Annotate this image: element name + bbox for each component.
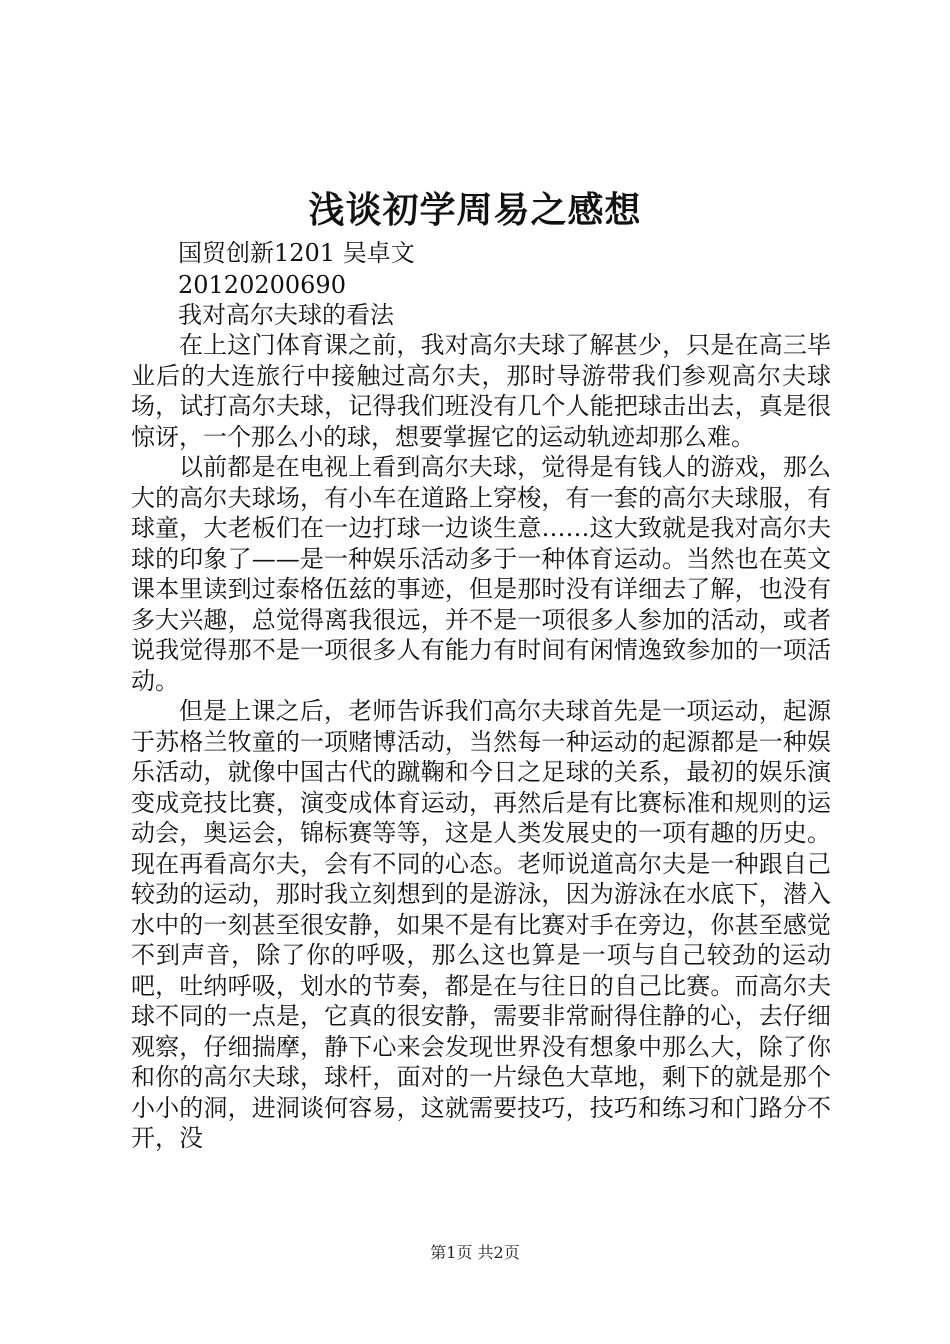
essay-body xyxy=(131,330,831,1154)
student-id: 20120200690 xyxy=(178,271,346,299)
paragraph-1: 在上这门体育课之前，我对高尔夫球了解甚少，只是在高三毕业后的大连旅行中接触过高尔夫，那时导游带我们参观高尔夫球场，试打高尔夫球，记得我们班没有几个人能把球击出去，真是很惊讶，一个那么小的球，想要掌握它的运动轨迹却那么难。 xyxy=(131,331,831,451)
page-footer: 第1页 共2页 xyxy=(430,1243,520,1262)
author-line: 国贸创新1201 吴卓文 xyxy=(178,239,415,267)
paragraph-2: 以前都是在电视上看到高尔夫球，觉得是有钱人的游戏，那么大的高尔夫球场，有小车在道路上穿梭，有一套的高尔夫球服，有球童，大老板们在一边打球一边谈生意……这大致就是我对高尔夫球的印象了——是一种娱乐活动多于一种体育运动。当然也在英文课本里读到过泰格伍兹的事迹，但是那时没有详细去了解，也没有多大兴趣，总觉得离我很远，并不是一项很多人参加的活动，或者说我觉得那不是一项很多人有能力有时间有闲情逸致参加的一项活动。 xyxy=(131,453,831,695)
paragraph-3: 但是上课之后，老师告诉我们高尔夫球首先是一项运动，起源于苏格兰牧童的一项赌博活动，当然每一种运动的起源都是一种娱乐活动，就像中国古代的蹴鞠和今日之足球的关系，最初的娱乐演变成竞技比赛，演变成体育运动，再然后是有比赛标准和规则的运动会，奥运会，锦标赛等等，这是人类发展史的一项有趣的历史。现在再看高尔夫，会有不同的心态。老师说道高尔夫是一种跟自己较劲的运动，那时我立刻想到的是游泳，因为游泳在水底下，潜入水中的一刻甚至很安静，如果不是有比赛对手在旁边，你甚至感觉不到声音，除了你的呼吸，那么这也算是一项与自己较劲的运动吧，吐纳呼吸，划水的节奏，都是在与往日的自己比赛。而高尔夫球不同的一点是，它真的很安静，需要非常耐得住静的心，去仔细观察，仔细揣摩，静下心来会发现世界没有想象中那么大，除了你和你的高尔夫球，球杆，面对的一片绿色大草地，剩下的就是那个小小的洞，进洞谈何容易，这就需要技巧，技巧和练习和门路分不开，没 xyxy=(131,697,831,1152)
essay-subtitle: 我对高尔夫球的看法 xyxy=(178,301,394,329)
document-title: 浅谈初学周易之感想 xyxy=(308,189,642,231)
